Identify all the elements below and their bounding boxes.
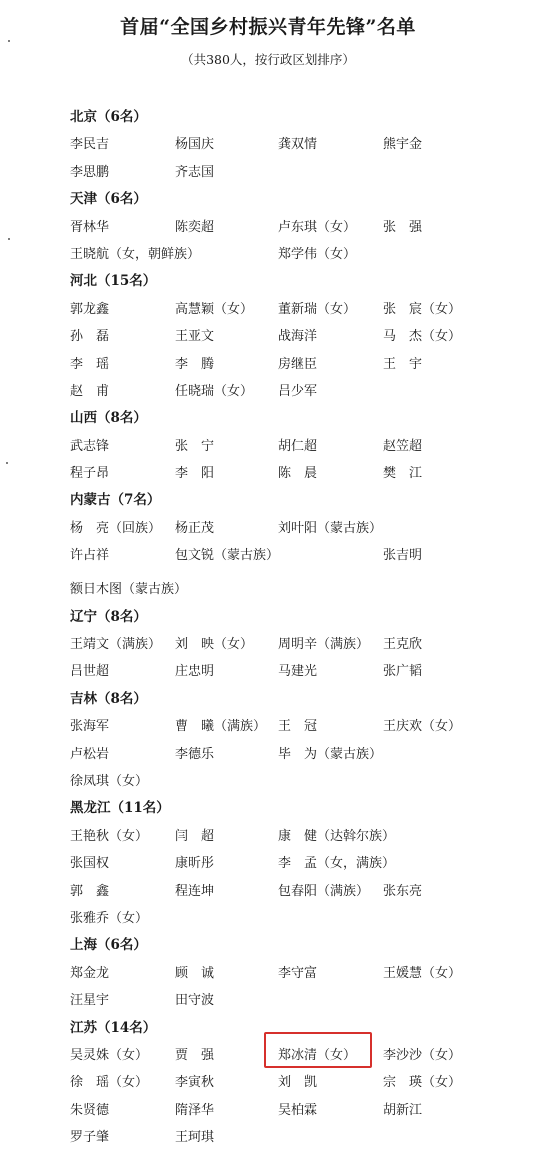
person-name: 李 瑶 — [70, 356, 110, 372]
person-name: 王艳秋（女） — [70, 828, 149, 844]
person-name: 张吉明 — [383, 548, 423, 564]
person-name: 田守波 — [175, 993, 215, 1009]
person-name: 康 健（达斡尔族） — [278, 828, 396, 844]
name-row — [70, 323, 510, 350]
person-name: 卢东琪（女） — [278, 219, 357, 235]
person-name: 董新瑞（女） — [278, 301, 357, 317]
person-name: 宗 瑛（女） — [383, 1075, 462, 1091]
person-name: 李思鹏 — [70, 164, 110, 180]
person-name: 樊 江 — [383, 466, 423, 482]
region-heading: 天津（6名） — [70, 191, 147, 208]
person-name: 吕少军 — [278, 383, 318, 399]
person-name: 顾 诚 — [175, 965, 215, 981]
person-name: 张 宸（女） — [383, 301, 462, 317]
person-name: 许占祥 — [70, 548, 110, 564]
name-row — [70, 296, 510, 323]
name-row — [70, 515, 510, 542]
person-name: 郭 鑫 — [70, 883, 110, 899]
person-name: 熊宇金 — [383, 137, 423, 153]
name-row — [70, 460, 510, 487]
person-name: 刘 映（女） — [175, 637, 254, 653]
name-row — [70, 960, 510, 987]
person-name: 刘 凯 — [278, 1075, 318, 1091]
region-heading: 北京（6名） — [70, 109, 147, 125]
person-name: 张广韬 — [383, 664, 423, 680]
person-name: 徐 瑶（女） — [70, 1075, 149, 1091]
person-name: 张东亮 — [383, 883, 423, 899]
person-name: 王靖文（满族） — [70, 637, 162, 653]
person-name: 卢松岩 — [70, 746, 110, 762]
name-row — [70, 658, 510, 685]
page-title: 首届“全国乡村振兴青年先锋”名单 — [120, 16, 416, 38]
person-name: 杨国庆 — [175, 137, 215, 153]
person-name: 闫 超 — [175, 828, 215, 844]
name-row — [70, 823, 510, 850]
region-heading: 内蒙古（7名） — [70, 492, 161, 509]
region-heading: 上海（6名） — [70, 937, 147, 954]
person-name: 李德乐 — [175, 746, 215, 762]
region-heading: 吉林（8名） — [70, 690, 147, 707]
name-row — [70, 433, 510, 460]
person-name: 李 阳 — [175, 466, 215, 482]
person-name: 吕世超 — [70, 664, 110, 680]
person-name: 郑金龙 — [70, 965, 110, 981]
person-name: 齐志国 — [175, 164, 215, 180]
person-name: 李 孟（女，满族） — [278, 856, 396, 872]
person-name: 曹 曦（满族） — [175, 719, 267, 735]
person-name: 胥林华 — [70, 219, 110, 235]
person-name: 程子昂 — [70, 466, 110, 482]
name-row — [70, 214, 510, 241]
region-heading: 河北（15名） — [70, 273, 157, 290]
person-name: 张 强 — [383, 219, 423, 235]
name-list — [70, 104, 510, 1151]
person-name: 马 杰（女） — [383, 329, 462, 345]
person-name: 王克欣 — [383, 637, 423, 653]
person-name: 王 宇 — [383, 356, 423, 372]
name-row — [70, 631, 510, 658]
person-name: 徐凤琪（女） — [70, 773, 149, 789]
person-name: 郭龙鑫 — [70, 301, 110, 317]
name-row — [70, 713, 510, 740]
person-name: 隋泽华 — [175, 1102, 215, 1118]
person-name: 朱贤德 — [70, 1102, 110, 1118]
person-name: 李寅秋 — [175, 1075, 215, 1091]
person-name: 额日木图（蒙古族） — [70, 582, 188, 598]
person-name: 罗子肇 — [70, 1130, 110, 1146]
person-name: 龚双情 — [278, 137, 318, 153]
person-name: 毕 为（蒙古族） — [278, 746, 383, 762]
name-row — [70, 905, 510, 932]
scan-speck — [8, 40, 10, 42]
name-row — [70, 850, 510, 877]
name-row — [70, 378, 510, 405]
name-row — [70, 1097, 510, 1124]
name-row — [70, 351, 510, 378]
scan-speck — [8, 238, 10, 240]
person-name: 吴柏霖 — [278, 1102, 318, 1118]
name-row — [70, 1124, 510, 1151]
person-name: 杨正茂 — [175, 520, 215, 536]
person-name: 贾 强 — [175, 1047, 215, 1063]
person-name: 庄忠明 — [175, 664, 215, 680]
name-row — [70, 987, 510, 1014]
person-name: 包文锐（蒙古族） — [175, 548, 280, 564]
person-name: 王晓航（女，朝鲜族） — [70, 246, 201, 262]
person-name: 张国权 — [70, 856, 110, 872]
person-name: 程连坤 — [175, 883, 215, 899]
person-name: 高慧颖（女） — [175, 301, 254, 317]
person-name: 王珂琪 — [175, 1130, 215, 1146]
region-heading: 辽宁（8名） — [70, 608, 147, 625]
scan-speck — [6, 462, 8, 464]
person-name: 马建光 — [278, 664, 318, 680]
person-name: 赵 甫 — [70, 383, 110, 399]
region-heading: 山西（8名） — [70, 410, 147, 427]
person-name: 王 冠 — [278, 719, 318, 735]
name-row — [70, 131, 510, 158]
name-row — [70, 576, 510, 603]
name-row — [70, 1069, 510, 1096]
person-name: 周明辛（满族） — [278, 637, 370, 653]
name-row — [70, 768, 510, 795]
person-name: 陈奕超 — [175, 219, 215, 235]
person-name: 郑冰清（女） — [278, 1047, 357, 1063]
person-name: 房继臣 — [278, 356, 318, 372]
person-name: 武志锋 — [70, 438, 110, 454]
person-name: 任晓瑞（女） — [175, 383, 254, 399]
person-name: 李民吉 — [70, 137, 110, 153]
region-heading: 江苏（14名） — [70, 1019, 157, 1036]
person-name: 王亚文 — [175, 329, 215, 345]
name-row — [70, 878, 510, 905]
person-name: 包春阳（满族） — [278, 883, 370, 899]
person-name: 胡新江 — [383, 1102, 423, 1118]
person-name: 陈 晨 — [278, 466, 318, 482]
person-name: 刘叶阳（蒙古族） — [278, 520, 383, 536]
name-row — [70, 159, 510, 186]
person-name: 李沙沙（女） — [383, 1047, 462, 1063]
region-heading: 黑龙江（11名） — [70, 800, 170, 817]
page-subtitle: （共380人，按行政区划排序） — [181, 52, 355, 67]
person-name: 杨 亮（回族） — [70, 520, 162, 536]
person-name: 王庆欢（女） — [383, 719, 462, 735]
person-name: 李守富 — [278, 965, 318, 981]
name-row — [70, 542, 510, 576]
person-name: 战海洋 — [278, 329, 318, 345]
highlight-box — [264, 1032, 372, 1068]
person-name: 孙 磊 — [70, 329, 110, 345]
person-name: 汪星宇 — [70, 993, 110, 1009]
person-name: 赵笠超 — [383, 438, 423, 454]
person-name: 李 腾 — [175, 356, 215, 372]
name-row — [70, 741, 510, 768]
person-name: 吴灵姝（女） — [70, 1047, 149, 1063]
person-name: 张海军 — [70, 719, 110, 735]
name-row — [70, 241, 510, 268]
person-name: 康昕彤 — [175, 856, 215, 872]
person-name: 郑学伟（女） — [278, 246, 357, 262]
person-name: 胡仁超 — [278, 438, 318, 454]
person-name: 王媛慧（女） — [383, 965, 462, 981]
person-name: 张 宁 — [175, 438, 215, 454]
person-name: 张雅乔（女） — [70, 910, 149, 926]
